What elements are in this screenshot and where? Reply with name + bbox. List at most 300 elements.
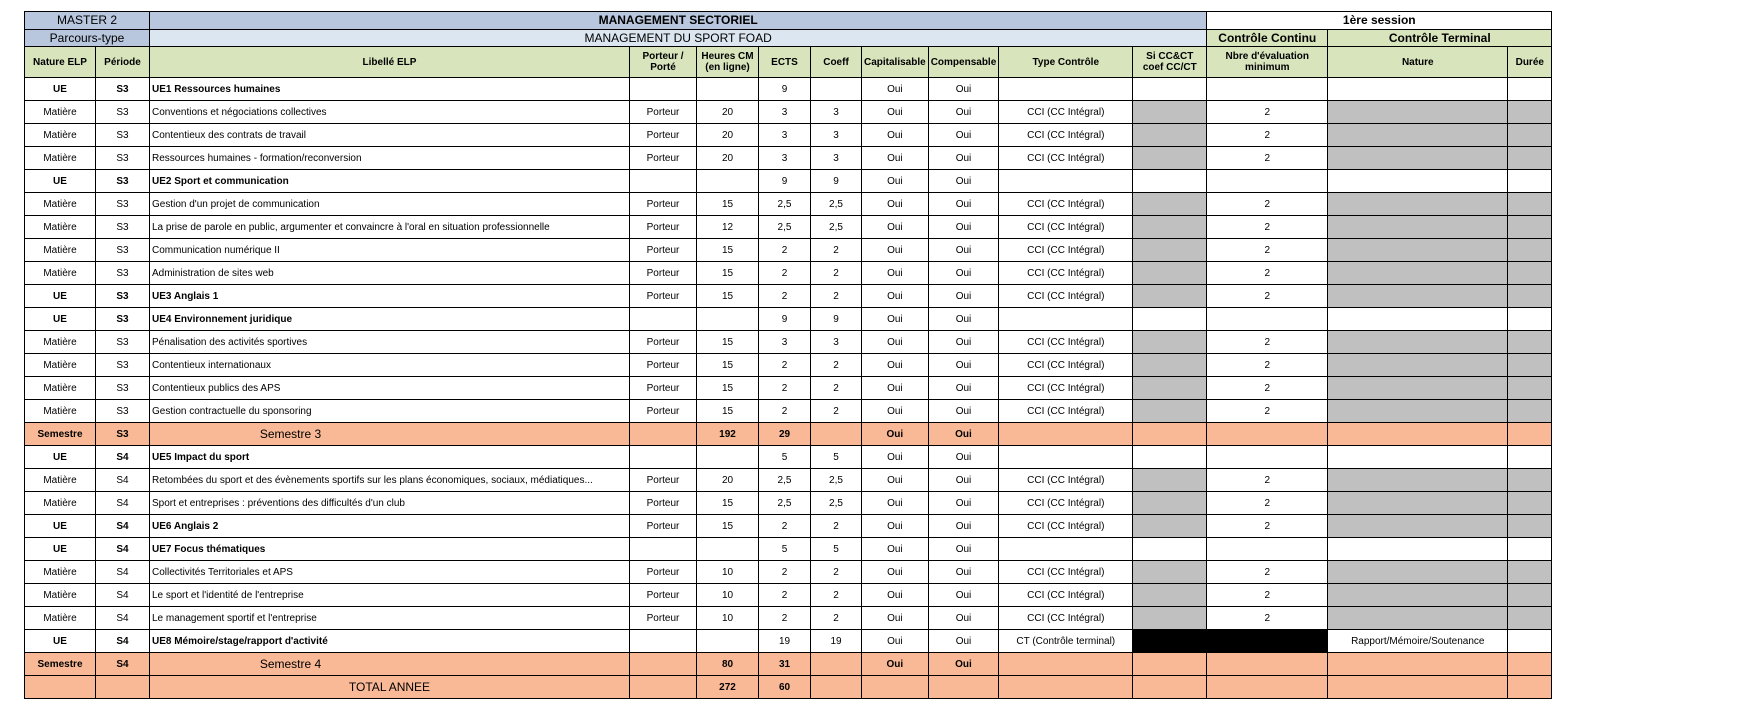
heures-cell: 15	[697, 262, 759, 285]
heures-cell: 15	[697, 515, 759, 538]
porteur-cell	[630, 170, 697, 193]
libelle-cell: UE2 Sport et communication	[150, 170, 630, 193]
matiere-row	[25, 561, 1552, 584]
sicc-cell	[1133, 584, 1207, 607]
heures-cell: 15	[697, 331, 759, 354]
nature-cell: UE	[25, 308, 96, 331]
libelle-cell: Contentieux publics des APS	[150, 377, 630, 400]
ects-cell: 60	[759, 676, 811, 699]
heures-cell: 20	[697, 124, 759, 147]
coeff-cell: 2	[811, 377, 862, 400]
nbre-eval-cell: 2	[1207, 285, 1328, 308]
parcours-label: Parcours-type	[25, 30, 150, 47]
nbre-eval-cell: 2	[1207, 193, 1328, 216]
duree-cell	[1508, 469, 1552, 492]
periode-cell: S4	[96, 515, 150, 538]
ects-cell: 3	[759, 101, 811, 124]
nature-cell: Matière	[25, 607, 96, 630]
compensable-cell: Oui	[928, 331, 999, 354]
nature-cell: Semestre	[25, 423, 96, 446]
libelle-cell: La prise de parole en public, argumenter et convaincre à l'oral en situation professionnelle	[150, 216, 630, 239]
compensable-cell: Oui	[928, 124, 999, 147]
type-controle-cell: CCI (CC Intégral)	[999, 331, 1133, 354]
ects-cell: 2	[759, 584, 811, 607]
porteur-cell: Porteur	[630, 147, 697, 170]
col-heures-header: Heures CM (en ligne)	[697, 47, 759, 78]
ects-cell: 2	[759, 377, 811, 400]
heures-cell: 15	[697, 492, 759, 515]
ue-row	[25, 515, 1552, 538]
porteur-cell: Porteur	[630, 492, 697, 515]
col-capitalisable-header: Capitalisable	[862, 47, 929, 78]
col-ct-nature-header: Nature	[1328, 47, 1508, 78]
ct-nature-cell	[1328, 285, 1508, 308]
libelle-cell: UE1 Ressources humaines	[150, 78, 630, 101]
nature-cell: Matière	[25, 400, 96, 423]
capitalisable-cell: Oui	[862, 584, 929, 607]
ct-nature-cell	[1328, 124, 1508, 147]
libelle-cell: Retombées du sport et des évènements sportifs sur les plans économiques, sociaux, médiatiques...	[150, 469, 630, 492]
type-controle-cell: CCI (CC Intégral)	[999, 561, 1133, 584]
porteur-cell: Porteur	[630, 561, 697, 584]
ects-cell: 2,5	[759, 216, 811, 239]
sicc-cell	[1133, 377, 1207, 400]
nbre-eval-cell: 2	[1207, 515, 1328, 538]
duree-cell	[1508, 78, 1552, 101]
periode-cell: S3	[96, 124, 150, 147]
porteur-cell: Porteur	[630, 262, 697, 285]
periode-cell: S3	[96, 101, 150, 124]
heures-cell: 15	[697, 400, 759, 423]
ct-nature-cell	[1328, 308, 1508, 331]
coeff-cell: 2,5	[811, 469, 862, 492]
ects-cell: 2	[759, 561, 811, 584]
duree-cell	[1508, 584, 1552, 607]
sicc-cell	[1133, 630, 1207, 653]
capitalisable-cell: Oui	[862, 653, 929, 676]
periode-cell: S4	[96, 538, 150, 561]
compensable-cell: Oui	[928, 492, 999, 515]
porteur-cell	[630, 653, 697, 676]
ects-cell: 9	[759, 170, 811, 193]
sicc-cell	[1133, 492, 1207, 515]
ects-cell: 3	[759, 147, 811, 170]
periode-cell: S3	[96, 285, 150, 308]
capitalisable-cell: Oui	[862, 262, 929, 285]
nbre-eval-cell	[1207, 446, 1328, 469]
duree-cell	[1508, 170, 1552, 193]
col-nature-header: Nature ELP	[25, 47, 96, 78]
duree-cell	[1508, 561, 1552, 584]
libelle-cell: UE3 Anglais 1	[150, 285, 630, 308]
sicc-cell	[1133, 101, 1207, 124]
sicc-cell	[1133, 216, 1207, 239]
porteur-cell: Porteur	[630, 400, 697, 423]
periode-cell: S3	[96, 147, 150, 170]
nature-cell: Matière	[25, 124, 96, 147]
type-controle-cell	[999, 308, 1133, 331]
duree-cell	[1508, 492, 1552, 515]
compensable-cell: Oui	[928, 239, 999, 262]
sicc-cell	[1133, 561, 1207, 584]
coeff-cell: 19	[811, 630, 862, 653]
porteur-cell	[630, 538, 697, 561]
type-controle-cell: CCI (CC Intégral)	[999, 124, 1133, 147]
duree-cell	[1508, 676, 1552, 699]
col-libelle-header: Libellé ELP	[150, 47, 630, 78]
periode-cell: S3	[96, 262, 150, 285]
libelle-cell: Gestion d'un projet de communication	[150, 193, 630, 216]
ects-cell: 3	[759, 331, 811, 354]
periode-cell: S3	[96, 193, 150, 216]
curriculum-table	[24, 11, 1552, 699]
matiere-row	[25, 584, 1552, 607]
type-controle-cell	[999, 653, 1133, 676]
ue-row	[25, 630, 1552, 653]
capitalisable-cell: Oui	[862, 515, 929, 538]
porteur-cell: Porteur	[630, 101, 697, 124]
porteur-cell: Porteur	[630, 239, 697, 262]
heures-cell: 15	[697, 239, 759, 262]
ue-row	[25, 538, 1552, 561]
ects-cell: 5	[759, 538, 811, 561]
heures-cell: 15	[697, 354, 759, 377]
sicc-cell	[1133, 653, 1207, 676]
heures-cell	[697, 538, 759, 561]
heures-cell	[697, 170, 759, 193]
type-controle-cell	[999, 446, 1133, 469]
compensable-cell: Oui	[928, 469, 999, 492]
heures-cell: 272	[697, 676, 759, 699]
periode-cell	[96, 676, 150, 699]
sicc-cell	[1133, 423, 1207, 446]
sicc-cell	[1133, 78, 1207, 101]
periode-cell: S3	[96, 400, 150, 423]
nature-cell: UE	[25, 78, 96, 101]
type-controle-cell	[999, 423, 1133, 446]
compensable-cell: Oui	[928, 285, 999, 308]
nature-cell: Matière	[25, 147, 96, 170]
type-controle-cell: CCI (CC Intégral)	[999, 377, 1133, 400]
heures-cell: 80	[697, 653, 759, 676]
nbre-eval-cell	[1207, 308, 1328, 331]
libelle-cell: UE6 Anglais 2	[150, 515, 630, 538]
session-label: 1ère session	[1207, 12, 1552, 30]
nature-cell: Matière	[25, 239, 96, 262]
ects-cell: 2,5	[759, 469, 811, 492]
coeff-cell: 2	[811, 515, 862, 538]
ct-nature-cell	[1328, 538, 1508, 561]
porteur-cell	[630, 78, 697, 101]
duree-cell	[1508, 239, 1552, 262]
ects-cell: 9	[759, 78, 811, 101]
compensable-cell: Oui	[928, 216, 999, 239]
nature-cell: UE	[25, 446, 96, 469]
coeff-cell: 3	[811, 147, 862, 170]
duree-cell	[1508, 630, 1552, 653]
nature-cell: Matière	[25, 469, 96, 492]
compensable-cell: Oui	[928, 515, 999, 538]
nbre-eval-cell: 2	[1207, 492, 1328, 515]
nbre-eval-cell	[1207, 423, 1328, 446]
type-controle-cell: CT (Contrôle terminal)	[999, 630, 1133, 653]
ue-row	[25, 446, 1552, 469]
ects-cell: 2	[759, 607, 811, 630]
ects-cell: 2,5	[759, 492, 811, 515]
type-controle-cell	[999, 170, 1133, 193]
capitalisable-cell: Oui	[862, 331, 929, 354]
ct-nature-cell	[1328, 400, 1508, 423]
coeff-cell: 2,5	[811, 216, 862, 239]
periode-cell: S3	[96, 239, 150, 262]
porteur-cell: Porteur	[630, 377, 697, 400]
ct-nature-cell: Rapport/Mémoire/Soutenance	[1328, 630, 1508, 653]
nature-cell: Matière	[25, 377, 96, 400]
type-controle-cell	[999, 78, 1133, 101]
coeff-cell: 2,5	[811, 492, 862, 515]
nature-cell: UE	[25, 630, 96, 653]
nbre-eval-cell: 2	[1207, 101, 1328, 124]
nature-cell: UE	[25, 170, 96, 193]
nbre-eval-cell: 2	[1207, 239, 1328, 262]
porteur-cell: Porteur	[630, 584, 697, 607]
col-nbre-header: Nbre d'évaluation minimum	[1207, 47, 1328, 78]
sicc-cell	[1133, 170, 1207, 193]
heures-cell: 12	[697, 216, 759, 239]
porteur-cell: Porteur	[630, 469, 697, 492]
duree-cell	[1508, 607, 1552, 630]
nbre-eval-cell	[1207, 653, 1328, 676]
ue-row	[25, 308, 1552, 331]
ct-nature-cell	[1328, 354, 1508, 377]
ct-nature-cell	[1328, 469, 1508, 492]
heures-cell: 10	[697, 561, 759, 584]
heures-cell	[697, 446, 759, 469]
ct-nature-cell	[1328, 331, 1508, 354]
ct-nature-cell	[1328, 584, 1508, 607]
col-compensable-header: Compensable	[928, 47, 999, 78]
periode-cell: S4	[96, 492, 150, 515]
matiere-row	[25, 607, 1552, 630]
duree-cell	[1508, 262, 1552, 285]
libelle-cell: Communication numérique II	[150, 239, 630, 262]
type-controle-cell: CCI (CC Intégral)	[999, 285, 1133, 308]
ct-nature-cell	[1328, 147, 1508, 170]
capitalisable-cell: Oui	[862, 423, 929, 446]
compensable-cell: Oui	[928, 584, 999, 607]
compensable-cell: Oui	[928, 170, 999, 193]
capitalisable-cell: Oui	[862, 239, 929, 262]
capitalisable-cell: Oui	[862, 377, 929, 400]
compensable-cell: Oui	[928, 377, 999, 400]
type-controle-cell: CCI (CC Intégral)	[999, 400, 1133, 423]
nbre-eval-cell: 2	[1207, 216, 1328, 239]
nature-cell: Matière	[25, 216, 96, 239]
heures-cell	[697, 308, 759, 331]
ects-cell: 2	[759, 285, 811, 308]
semester-row	[25, 653, 1552, 676]
nbre-eval-cell: 2	[1207, 124, 1328, 147]
ct-nature-cell	[1328, 561, 1508, 584]
periode-cell: S3	[96, 354, 150, 377]
duree-cell	[1508, 653, 1552, 676]
coeff-cell: 3	[811, 101, 862, 124]
col-ects-header: ECTS	[759, 47, 811, 78]
libelle-cell: UE8 Mémoire/stage/rapport d'activité	[150, 630, 630, 653]
ects-cell: 2	[759, 515, 811, 538]
sicc-cell	[1133, 538, 1207, 561]
heures-cell: 15	[697, 193, 759, 216]
periode-cell: S4	[96, 446, 150, 469]
coeff-cell	[811, 423, 862, 446]
periode-cell: S3	[96, 170, 150, 193]
ects-cell: 19	[759, 630, 811, 653]
porteur-cell	[630, 446, 697, 469]
compensable-cell: Oui	[928, 147, 999, 170]
libelle-cell: UE7 Focus thématiques	[150, 538, 630, 561]
periode-cell: S4	[96, 584, 150, 607]
capitalisable-cell	[862, 676, 929, 699]
matiere-row	[25, 193, 1552, 216]
type-controle-cell: CCI (CC Intégral)	[999, 492, 1133, 515]
ct-nature-cell	[1328, 423, 1508, 446]
libelle-cell: Gestion contractuelle du sponsoring	[150, 400, 630, 423]
duree-cell	[1508, 147, 1552, 170]
matiere-row	[25, 147, 1552, 170]
duree-cell	[1508, 377, 1552, 400]
type-controle-cell	[999, 538, 1133, 561]
total-row	[25, 676, 1552, 699]
compensable-cell: Oui	[928, 561, 999, 584]
libelle-cell: Le management sportif et l'entreprise	[150, 607, 630, 630]
heures-cell: 192	[697, 423, 759, 446]
nbre-eval-cell	[1207, 538, 1328, 561]
ct-nature-cell	[1328, 239, 1508, 262]
ects-cell: 29	[759, 423, 811, 446]
nbre-eval-cell: 2	[1207, 400, 1328, 423]
type-controle-cell: CCI (CC Intégral)	[999, 354, 1133, 377]
nbre-eval-cell	[1207, 170, 1328, 193]
ct-nature-cell	[1328, 515, 1508, 538]
porteur-cell	[630, 423, 697, 446]
duree-cell	[1508, 285, 1552, 308]
capitalisable-cell: Oui	[862, 469, 929, 492]
coeff-cell: 2	[811, 262, 862, 285]
compensable-cell: Oui	[928, 630, 999, 653]
nature-cell: UE	[25, 538, 96, 561]
duree-cell	[1508, 331, 1552, 354]
periode-cell: S4	[96, 630, 150, 653]
col-duree-header: Durée	[1508, 47, 1552, 78]
heures-cell: 15	[697, 377, 759, 400]
nature-cell: Matière	[25, 354, 96, 377]
type-controle-cell: CCI (CC Intégral)	[999, 239, 1133, 262]
ct-nature-cell	[1328, 607, 1508, 630]
ue-row	[25, 170, 1552, 193]
capitalisable-cell: Oui	[862, 446, 929, 469]
compensable-cell: Oui	[928, 607, 999, 630]
ct-nature-cell	[1328, 78, 1508, 101]
type-controle-cell	[999, 676, 1133, 699]
ct-nature-cell	[1328, 676, 1508, 699]
capitalisable-cell: Oui	[862, 193, 929, 216]
porteur-cell: Porteur	[630, 607, 697, 630]
nature-cell: Matière	[25, 331, 96, 354]
ue-row	[25, 285, 1552, 308]
heures-cell: 20	[697, 469, 759, 492]
nbre-eval-cell	[1207, 630, 1328, 653]
col-sicc-header: Si CC&CT coef CC/CT	[1133, 47, 1207, 78]
coeff-cell: 2	[811, 354, 862, 377]
nbre-eval-cell: 2	[1207, 584, 1328, 607]
capitalisable-cell: Oui	[862, 216, 929, 239]
capitalisable-cell: Oui	[862, 630, 929, 653]
porteur-cell	[630, 308, 697, 331]
matiere-row	[25, 400, 1552, 423]
matiere-row	[25, 492, 1552, 515]
compensable-cell: Oui	[928, 423, 999, 446]
type-controle-cell: CCI (CC Intégral)	[999, 193, 1133, 216]
libelle-cell: Conventions et négociations collectives	[150, 101, 630, 124]
sicc-cell	[1133, 400, 1207, 423]
ct-group-header: Contrôle Terminal	[1328, 30, 1552, 47]
ects-cell: 5	[759, 446, 811, 469]
compensable-cell: Oui	[928, 78, 999, 101]
sicc-cell	[1133, 285, 1207, 308]
ct-nature-cell	[1328, 377, 1508, 400]
ct-nature-cell	[1328, 262, 1508, 285]
matiere-row	[25, 216, 1552, 239]
nature-cell: UE	[25, 515, 96, 538]
coeff-cell: 3	[811, 124, 862, 147]
matiere-row	[25, 377, 1552, 400]
matiere-row	[25, 101, 1552, 124]
porteur-cell: Porteur	[630, 216, 697, 239]
ects-cell: 2	[759, 354, 811, 377]
nature-cell: Matière	[25, 492, 96, 515]
libelle-cell: Sport et entreprises : préventions des difficultés d'un club	[150, 492, 630, 515]
type-controle-cell: CCI (CC Intégral)	[999, 607, 1133, 630]
coeff-cell: 5	[811, 446, 862, 469]
porteur-cell: Porteur	[630, 285, 697, 308]
degree-level: MASTER 2	[25, 12, 150, 30]
ct-nature-cell	[1328, 492, 1508, 515]
ue-row	[25, 78, 1552, 101]
nature-cell: UE	[25, 285, 96, 308]
periode-cell: S3	[96, 377, 150, 400]
porteur-cell: Porteur	[630, 515, 697, 538]
periode-cell: S4	[96, 469, 150, 492]
sicc-cell	[1133, 308, 1207, 331]
coeff-cell	[811, 676, 862, 699]
compensable-cell: Oui	[928, 262, 999, 285]
col-periode-header: Période	[96, 47, 150, 78]
compensable-cell: Oui	[928, 400, 999, 423]
heures-cell	[697, 630, 759, 653]
capitalisable-cell: Oui	[862, 147, 929, 170]
matiere-row	[25, 331, 1552, 354]
compensable-cell: Oui	[928, 538, 999, 561]
libelle-cell: Pénalisation des activités sportives	[150, 331, 630, 354]
libelle-cell: Collectivités Territoriales et APS	[150, 561, 630, 584]
capitalisable-cell: Oui	[862, 561, 929, 584]
duree-cell	[1508, 101, 1552, 124]
ct-nature-cell	[1328, 193, 1508, 216]
periode-cell: S3	[96, 308, 150, 331]
periode-cell: S3	[96, 216, 150, 239]
matiere-row	[25, 124, 1552, 147]
porteur-cell: Porteur	[630, 354, 697, 377]
